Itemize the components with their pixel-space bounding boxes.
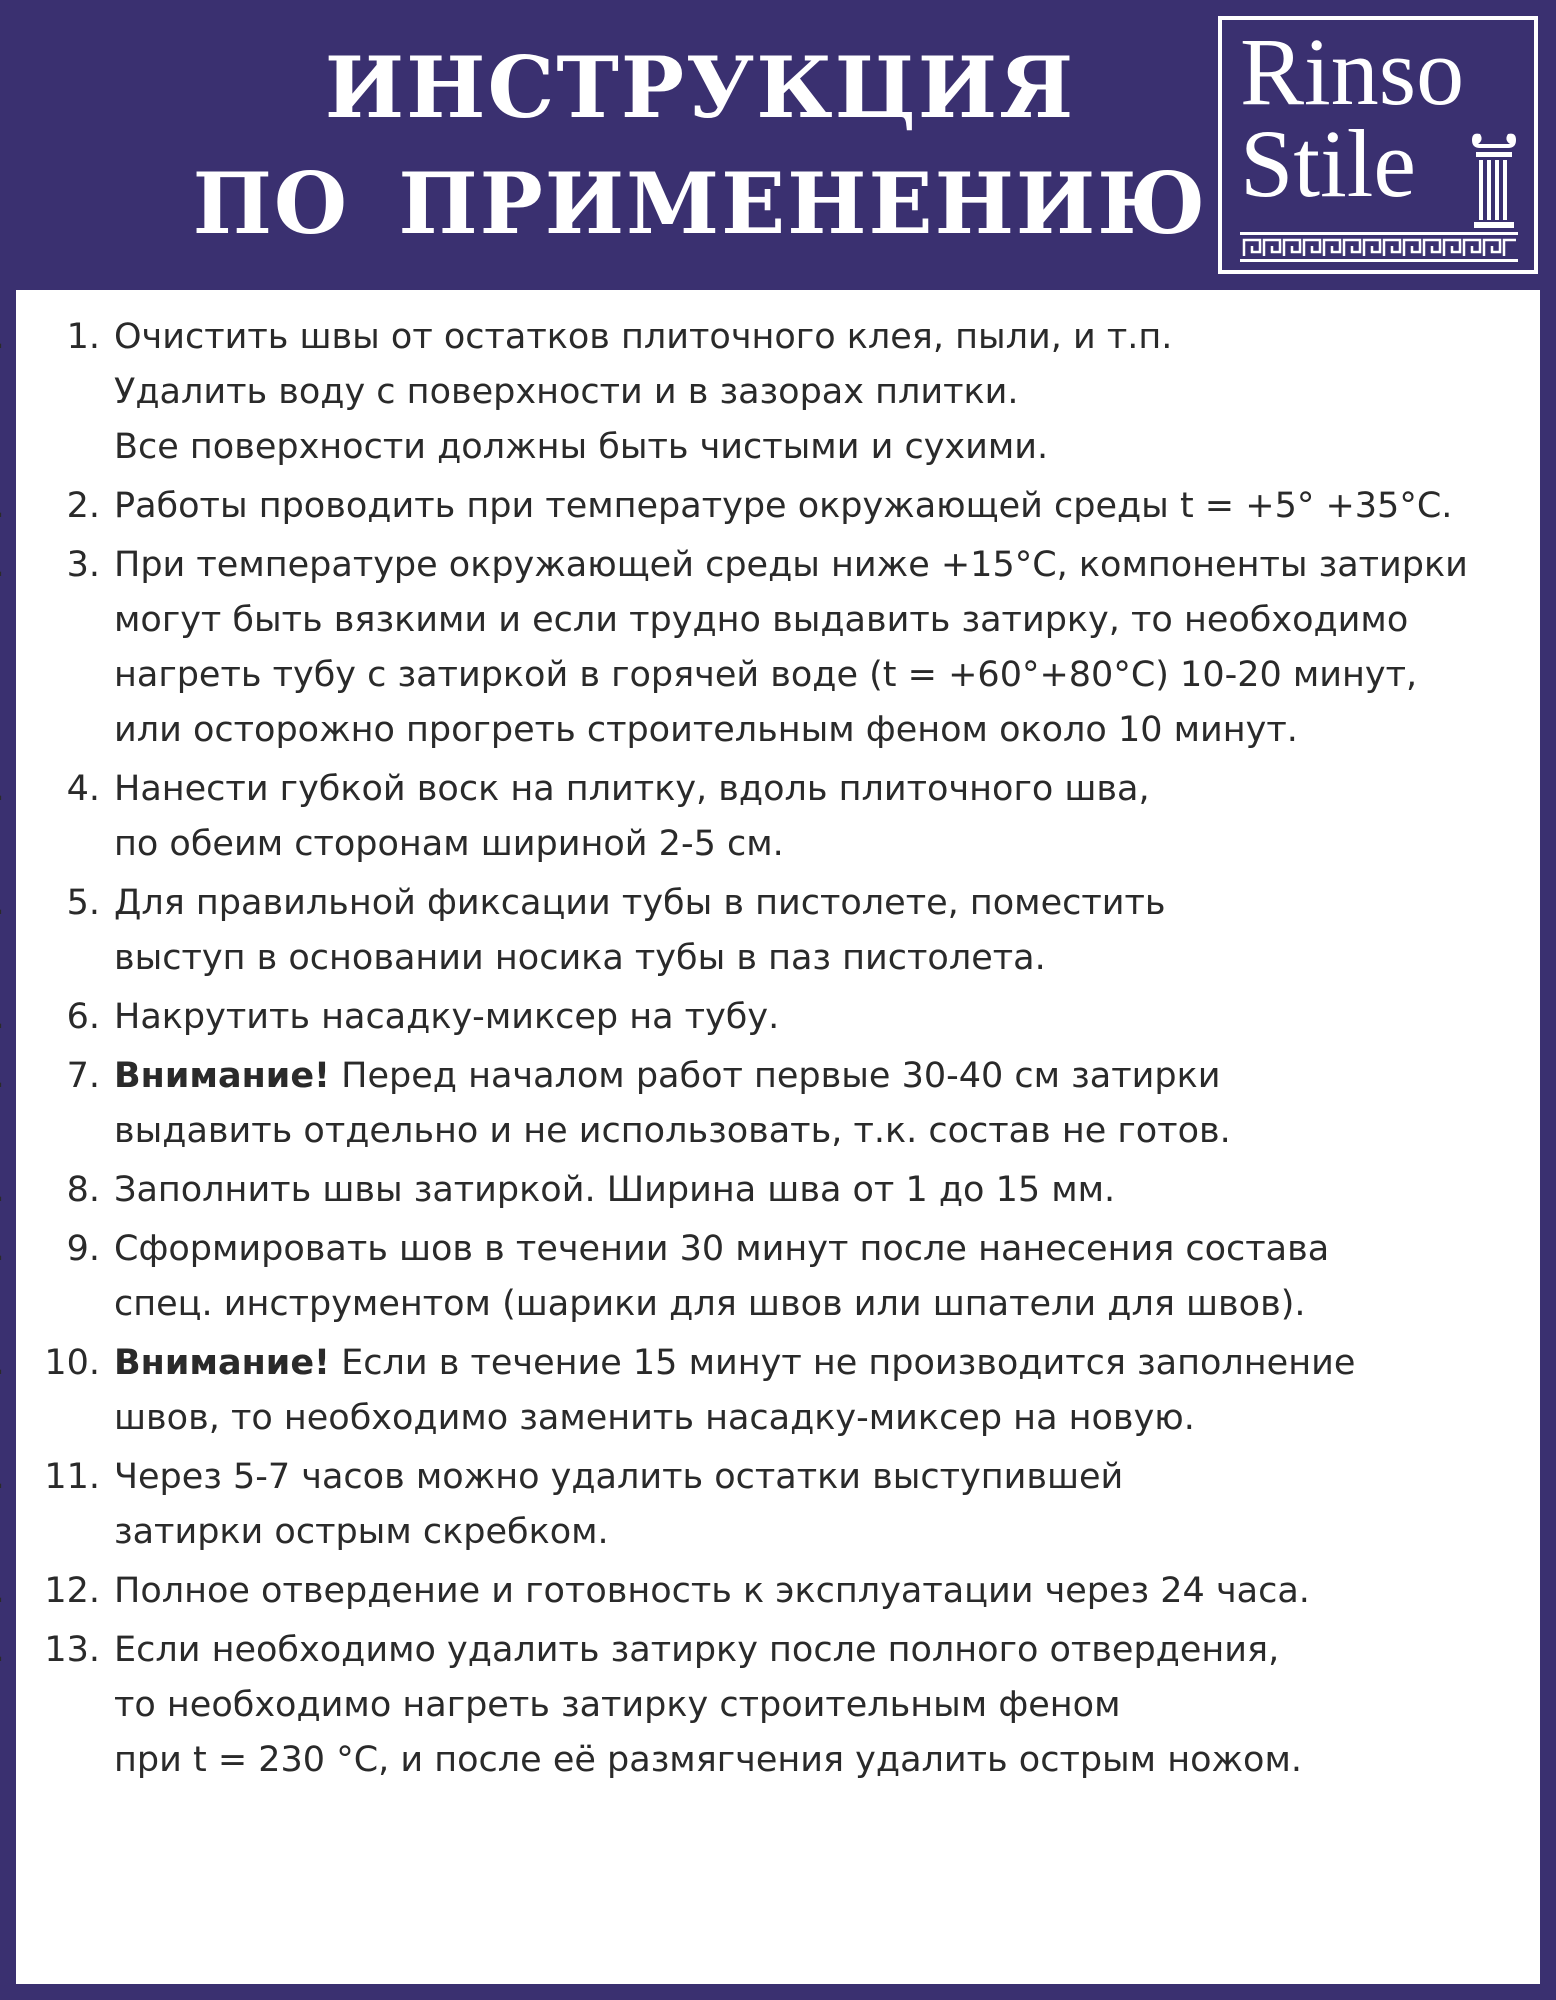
instruction-text: Если в течение 15 минут не производится заполнение: [330, 1343, 1356, 1383]
instruction-line: при t = 230 °С, и после её размягчения удалить острым ножом.: [114, 1740, 1302, 1780]
instruction-item: [16, 762, 1540, 872]
instruction-line: затирки острым скребком.: [114, 1512, 609, 1552]
instruction-number: 9. 9.: [66, 1229, 100, 1269]
instruction-line: Если необходимо удалить затирку после полного отвердения,: [114, 1630, 1280, 1670]
instruction-line: Через 5-7 часов можно удалить остатки выступившей: [114, 1457, 1124, 1497]
instruction-line: Удалить воду с поверхности и в зазорах плитки.: [114, 372, 1019, 412]
instruction-line: Работы проводить при температуре окружающей среды t = +5° +35°С.: [114, 486, 1453, 526]
page-title: [190, 30, 1210, 262]
instruction-line: При температуре окружающей среды ниже +15°С, компоненты затирки: [114, 545, 1468, 585]
instruction-number: 3. 3.: [66, 545, 100, 585]
instruction-line: выступ в основании носика тубы в паз пистолета.: [114, 938, 1046, 978]
instruction-item: [16, 876, 1540, 986]
instruction-item: [16, 1450, 1540, 1560]
instruction-number: 1. 1.: [66, 317, 100, 357]
instruction-line: по обеим сторонам шириной 2-5 см.: [114, 824, 784, 864]
instruction-line: Для правильной фиксации тубы в пистолете, поместить: [114, 883, 1166, 923]
instruction-line: могут быть вязкими и если трудно выдавить затирку, то необходимо: [114, 600, 1409, 640]
instruction-line: то необходимо нагреть затирку строительным феном: [114, 1685, 1121, 1725]
instruction-line: нагреть тубу с затиркой в горячей воде (t = +60°+80°С) 10-20 минут,: [114, 655, 1418, 695]
instructions-panel: [16, 290, 1540, 1984]
instruction-number: 7. 7.: [66, 1056, 100, 1096]
instruction-line: Накрутить насадку-миксер на тубу.: [114, 997, 780, 1037]
instruction-item: [16, 1564, 1540, 1619]
logo-line-1: Rinso: [1240, 18, 1465, 125]
greek-key-ornament: [1240, 232, 1518, 262]
instruction-item: [16, 538, 1540, 758]
instruction-line: или осторожно прогреть строительным феном около 10 минут.: [114, 710, 1298, 750]
instruction-line: Все поверхности должны быть чистыми и сухими.: [114, 427, 1049, 467]
warning-label: Внимание!: [114, 1343, 331, 1383]
instruction-item: [16, 1222, 1540, 1332]
instruction-text: Перед началом работ первые 30-40 см затирки: [330, 1056, 1221, 1096]
instruction-item: [16, 1623, 1540, 1788]
column-icon: [1468, 130, 1520, 234]
instruction-number: 8. 8.: [66, 1170, 100, 1210]
instruction-item: [16, 310, 1540, 475]
instruction-item: [16, 1163, 1540, 1218]
instruction-number: 12. 12.: [44, 1571, 100, 1611]
instruction-line: [114, 1336, 1540, 1391]
instruction-line: Сформировать шов в течении 30 минут после нанесения состава: [114, 1229, 1330, 1269]
logo-line-2: Stile: [1240, 110, 1417, 217]
instruction-number: 10. 10.: [44, 1343, 100, 1383]
instruction-number: 5. 5.: [66, 883, 100, 923]
instruction-item: [16, 1049, 1540, 1159]
title-line-2: ПО ПРИМЕНЕНИЮ: [192, 154, 1208, 253]
brand-logo: [1218, 16, 1538, 274]
instructions-list: [16, 310, 1540, 1792]
instruction-number: 13. 13.: [44, 1630, 100, 1670]
instruction-line: Очистить швы от остатков плиточного клея, пыли, и т.п.: [114, 317, 1173, 357]
logo-wordmark: [1240, 18, 1465, 217]
header-banner: [0, 0, 1556, 290]
title-line-1: ИНСТРУКЦИЯ: [324, 38, 1076, 137]
instruction-number: 6. 6.: [66, 997, 100, 1037]
instruction-line: спец. инструментом (шарики для швов или шпатели для швов).: [114, 1284, 1306, 1324]
instruction-line: швов, то необходимо заменить насадку-миксер на новую.: [114, 1398, 1195, 1438]
instruction-number: 11. 11.: [44, 1457, 100, 1497]
instruction-line: Полное отвердение и готовность к эксплуатации через 24 часа.: [114, 1571, 1310, 1611]
instruction-line: Нанести губкой воск на плитку, вдоль плиточного шва,: [114, 769, 1150, 809]
instruction-line: выдавить отдельно и не использовать, т.к. состав не готов.: [114, 1111, 1231, 1151]
instruction-line: Заполнить швы затиркой. Ширина шва от 1 до 15 мм.: [114, 1170, 1116, 1210]
instruction-number: 2. 2.: [66, 486, 100, 526]
instruction-line: [114, 1049, 1540, 1104]
instruction-item: [16, 1336, 1540, 1446]
instruction-item: [16, 479, 1540, 534]
instruction-number: 4. 4.: [66, 769, 100, 809]
instruction-item: [16, 990, 1540, 1045]
warning-label: Внимание!: [114, 1056, 331, 1096]
